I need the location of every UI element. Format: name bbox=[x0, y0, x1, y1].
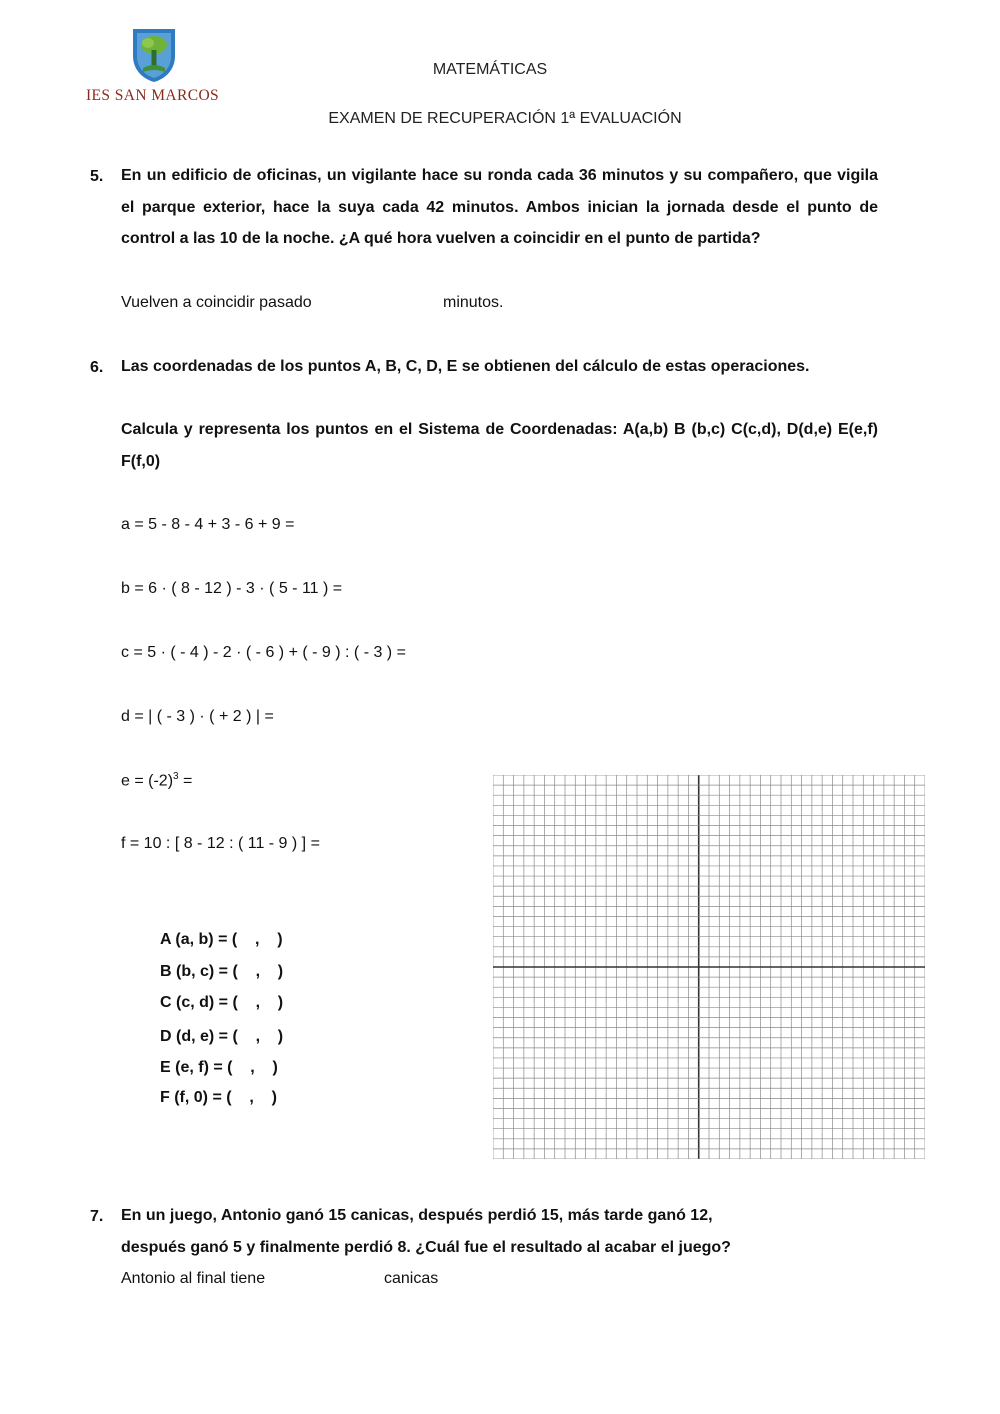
question-7-text: En un juego, Antonio ganó 15 canicas, después perdió 15, más tarde ganó 12, bbox=[121, 1207, 713, 1224]
equation-e-exponent: 3 bbox=[173, 771, 179, 782]
question-6-text: Las coordenadas de los puntos A, B, C, D, E se obtienen del cálculo de estas operaciones. bbox=[121, 358, 810, 375]
question-5-answer-suffix: minutos. bbox=[443, 294, 504, 311]
question-6-instructions: Calcula y representa los puntos en el Sistema de Coordenadas: A(a,b) B (b,c) C(c,d), D(d,e) E(e,f) F(f,0) bbox=[121, 421, 878, 470]
question-6-number: 6. bbox=[90, 359, 104, 376]
point-c-answer[interactable]: C (c, d) = ( , ) bbox=[160, 994, 284, 1011]
equation-a: a = 5 - 8 - 4 + 3 - 6 + 9 = bbox=[121, 516, 295, 533]
point-e-answer[interactable]: E (e, f) = ( , ) bbox=[160, 1059, 278, 1076]
question-7-answer-suffix: canicas bbox=[384, 1270, 439, 1287]
equation-e-end: = bbox=[178, 772, 193, 790]
question-5-number: 5. bbox=[90, 168, 104, 185]
point-d-answer[interactable]: D (d, e) = ( , ) bbox=[160, 1028, 284, 1045]
equation-e-base: e = (-2) bbox=[121, 772, 174, 790]
point-b-answer[interactable]: B (b, c) = ( , ) bbox=[160, 963, 284, 980]
question-7-text-2: después ganó 5 y finalmente perdió 8. ¿Cuál fue el resultado al acabar el juego? bbox=[121, 1239, 731, 1256]
question-7-number: 7. bbox=[90, 1208, 104, 1225]
school-name: IES SAN MARCOS bbox=[86, 87, 220, 104]
equation-d: d = | ( - 3 ) · ( + 2 ) | = bbox=[121, 708, 274, 725]
equation-c: c = 5 · ( - 4 ) - 2 · ( - 6 ) + ( - 9 ) : ( - 3 ) = bbox=[121, 644, 406, 661]
exam-title: EXAMEN DE RECUPERACIÓN 1ª EVALUACIÓN bbox=[328, 110, 682, 127]
equation-b: b = 6 · ( 8 - 12 ) - 3 · ( 5 - 11 ) = bbox=[121, 580, 343, 597]
point-f-answer[interactable]: F (f, 0) = ( , ) bbox=[160, 1089, 277, 1106]
question-5-text: En un edificio de oficinas, un vigilante hace su ronda cada 36 minutos y su compañero, que vigila el parque exterior, hace la suya cada 42 minutos. Ambos inician la jornada desde el punto de control a las 10 de la noche. ¿A qué hora vuelven a coincidir en el punto de partida? bbox=[121, 167, 878, 247]
coordinate-grid-lines bbox=[493, 775, 925, 1159]
equation-f: f = 10 : [ 8 - 12 : ( 11 - 9 ) ] = bbox=[121, 835, 320, 852]
point-a-answer[interactable]: A (a, b) = ( , ) bbox=[160, 931, 283, 948]
question-5-answer-prefix: Vuelven a coincidir pasado bbox=[121, 294, 312, 311]
equation-e bbox=[121, 771, 192, 790]
question-7-answer-prefix: Antonio al final tiene bbox=[121, 1270, 266, 1287]
subject-title: MATEMÁTICAS bbox=[432, 61, 548, 78]
coordinate-grid[interactable] bbox=[493, 775, 925, 1159]
